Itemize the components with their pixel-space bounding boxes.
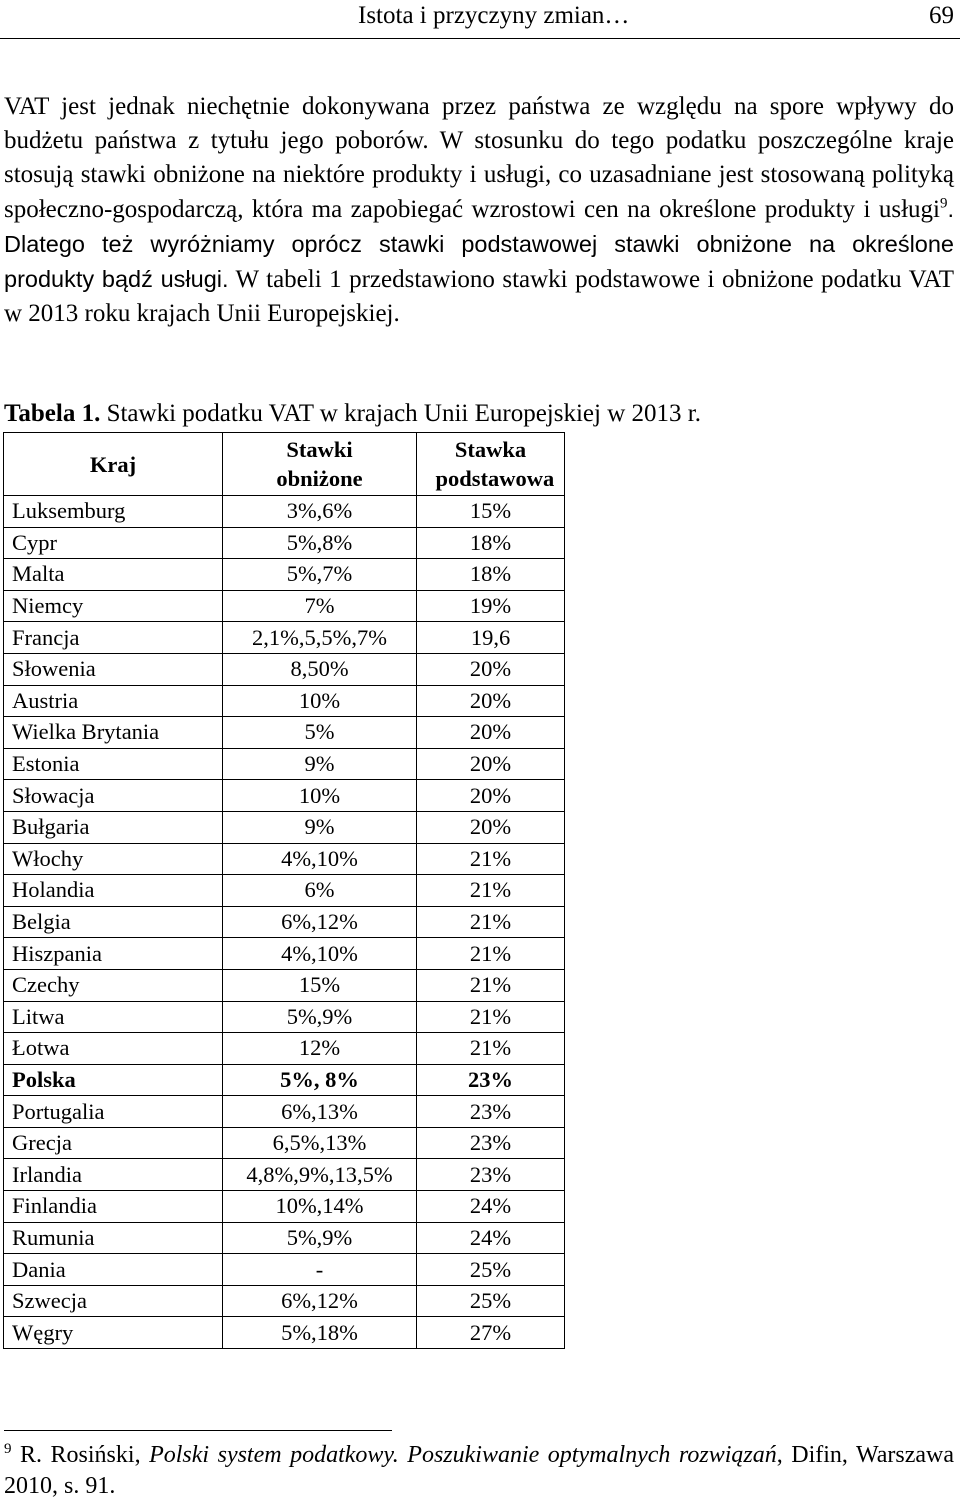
table-row: [4, 1317, 565, 1349]
cell-country: Dania: [4, 1254, 223, 1286]
cell-reduced: -: [223, 1254, 417, 1286]
cell-reduced: 5%,18%: [223, 1317, 417, 1349]
cell-country: Litwa: [4, 1001, 223, 1033]
table-row: [4, 843, 565, 875]
cell-standard: 23%: [417, 1096, 565, 1128]
footnote-author: R. Rosiński,: [11, 1442, 150, 1468]
table-caption: [4, 400, 701, 428]
cell-standard: 19%: [417, 590, 565, 622]
footnote-number: 9: [4, 1441, 12, 1457]
cell-standard: 20%: [417, 748, 565, 780]
cell-country: Wielka Brytania: [4, 717, 223, 749]
body-paragraph: [4, 90, 954, 331]
table-row: [4, 527, 565, 559]
cell-standard: 23%: [417, 1064, 565, 1096]
cell-standard: 24%: [417, 1222, 565, 1254]
cell-reduced: 6%,12%: [223, 906, 417, 938]
cell-reduced: 5%: [223, 717, 417, 749]
cell-standard: 21%: [417, 843, 565, 875]
cell-country: Portugalia: [4, 1096, 223, 1128]
footnote-reference[interactable]: 9: [939, 195, 948, 212]
table-row: [4, 1191, 565, 1223]
cell-country: Grecja: [4, 1127, 223, 1159]
footnote-publisher: , Difin, Warszawa 2010, s. 91.: [4, 1442, 955, 1499]
cell-reduced: 8,50%: [223, 653, 417, 685]
table-row: [4, 1001, 565, 1033]
cell-standard: 21%: [417, 969, 565, 1001]
header-standard-text: Stawka podstawowa: [435, 437, 555, 491]
cell-reduced: 5%,9%: [223, 1001, 417, 1033]
cell-standard: 20%: [417, 685, 565, 717]
footnote-title: Polski system podatkowy. Poszukiwanie optymalnych rozwiązań: [149, 1442, 777, 1468]
cell-reduced: 7%: [223, 590, 417, 622]
table-row: [4, 1159, 565, 1191]
cell-standard: 25%: [417, 1254, 565, 1286]
table-caption-text: Stawki podatku VAT w krajach Unii Europejskiej w 2013 r.: [100, 400, 701, 427]
table-row: [4, 496, 565, 528]
cell-country: Słowacja: [4, 780, 223, 812]
cell-standard: 18%: [417, 559, 565, 591]
cell-standard: 20%: [417, 653, 565, 685]
table-row: [4, 1127, 565, 1159]
table-row: [4, 1222, 565, 1254]
page-header: [0, 0, 960, 39]
cell-reduced: 6%: [223, 875, 417, 907]
footnote: [4, 1440, 954, 1502]
table-row: [4, 811, 565, 843]
cell-country: Szwecja: [4, 1285, 223, 1317]
cell-standard: 20%: [417, 780, 565, 812]
cell-reduced: 5%,8%: [223, 527, 417, 559]
cell-reduced: 4%,10%: [223, 938, 417, 970]
cell-reduced: 4%,10%: [223, 843, 417, 875]
cell-country: Niemcy: [4, 590, 223, 622]
cell-reduced: 6%,12%: [223, 1285, 417, 1317]
cell-country: Estonia: [4, 748, 223, 780]
cell-reduced: 5%,9%: [223, 1222, 417, 1254]
cell-reduced: 10%: [223, 780, 417, 812]
table-row: [4, 559, 565, 591]
table-row: [4, 780, 565, 812]
cell-country: Finlandia: [4, 1191, 223, 1223]
cell-country: Węgry: [4, 1317, 223, 1349]
cell-reduced: 9%: [223, 748, 417, 780]
cell-reduced: 10%,14%: [223, 1191, 417, 1223]
cell-standard: 20%: [417, 717, 565, 749]
table-row: [4, 748, 565, 780]
table-row: [4, 685, 565, 717]
cell-country: Łotwa: [4, 1033, 223, 1065]
cell-standard: 18%: [417, 527, 565, 559]
cell-standard: 23%: [417, 1127, 565, 1159]
table-row: [4, 1285, 565, 1317]
cell-standard: 24%: [417, 1191, 565, 1223]
table-row: [4, 653, 565, 685]
table-row: [4, 1033, 565, 1065]
table-row: [4, 1096, 565, 1128]
cell-country: Cypr: [4, 527, 223, 559]
table-header-row: [4, 433, 565, 496]
paragraph-text-2: . Dlatego też wyróżniamy oprócz stawki podstawowej stawki obniżone na określone produkty bądź usługi.: [4, 196, 954, 292]
cell-standard: 27%: [417, 1317, 565, 1349]
cell-reduced: 6,5%,13%: [223, 1127, 417, 1159]
cell-country: Czechy: [4, 969, 223, 1001]
header-country: Kraj: [4, 433, 223, 496]
cell-country: Malta: [4, 559, 223, 591]
cell-country: Polska: [4, 1064, 223, 1096]
page-number: 69: [929, 2, 954, 29]
cell-standard: 21%: [417, 1001, 565, 1033]
cell-country: Francja: [4, 622, 223, 654]
paragraph-text-3: W tabeli 1 przedstawiono stawki podstawowe i obniżone podatku VAT w 2013 roku krajach Unii Europejskiej.: [4, 266, 954, 327]
cell-country: Holandia: [4, 875, 223, 907]
vat-rates-table: [3, 432, 565, 1349]
cell-standard: 21%: [417, 938, 565, 970]
cell-standard: 21%: [417, 1033, 565, 1065]
cell-standard: 20%: [417, 811, 565, 843]
cell-country: Włochy: [4, 843, 223, 875]
table-caption-label: Tabela 1.: [4, 400, 101, 427]
footnote-divider: [4, 1430, 392, 1431]
table-row: [4, 1254, 565, 1286]
table-row: [4, 717, 565, 749]
cell-reduced: 5%,7%: [223, 559, 417, 591]
paragraph-text-1: VAT jest jednak niechętnie dokonywana przez państwa ze względu na spore wpływy do budżetu państwa z tytułu jego poborów. W stosunku do tego podatku poszczególne kraje stosują stawki obniżone na niektóre produkty i usługi, co uzasadniane jest stosowaną polityką społeczno-gospodarczą, która ma zapobiegać wzrostowi cen na określone produkty i usługi: [4, 93, 954, 223]
table-body: [4, 496, 565, 1349]
cell-country: Słowenia: [4, 653, 223, 685]
table-row: [4, 969, 565, 1001]
cell-reduced: 9%: [223, 811, 417, 843]
table-row: [4, 1064, 565, 1096]
cell-standard: 15%: [417, 496, 565, 528]
running-title: Istota i przyczyny zmian…: [358, 2, 630, 29]
cell-reduced: 4,8%,9%,13,5%: [223, 1159, 417, 1191]
header-reduced: [223, 433, 417, 496]
cell-standard: 21%: [417, 875, 565, 907]
cell-reduced: 2,1%,5,5%,7%: [223, 622, 417, 654]
cell-reduced: 3%,6%: [223, 496, 417, 528]
table-row: [4, 875, 565, 907]
cell-standard: 25%: [417, 1285, 565, 1317]
header-reduced-text: Stawki obniżone: [276, 437, 363, 491]
cell-reduced: 15%: [223, 969, 417, 1001]
cell-country: Irlandia: [4, 1159, 223, 1191]
cell-standard: 23%: [417, 1159, 565, 1191]
table-row: [4, 590, 565, 622]
cell-country: Hiszpania: [4, 938, 223, 970]
cell-standard: 19,6: [417, 622, 565, 654]
cell-country: Rumunia: [4, 1222, 223, 1254]
cell-reduced: 5%, 8%: [223, 1064, 417, 1096]
cell-country: Austria: [4, 685, 223, 717]
header-standard: [417, 433, 565, 496]
table-row: [4, 622, 565, 654]
cell-reduced: 6%,13%: [223, 1096, 417, 1128]
table-row: [4, 938, 565, 970]
cell-country: Luksemburg: [4, 496, 223, 528]
cell-standard: 21%: [417, 906, 565, 938]
cell-reduced: 12%: [223, 1033, 417, 1065]
cell-country: Bułgaria: [4, 811, 223, 843]
table-row: [4, 906, 565, 938]
cell-reduced: 10%: [223, 685, 417, 717]
cell-country: Belgia: [4, 906, 223, 938]
